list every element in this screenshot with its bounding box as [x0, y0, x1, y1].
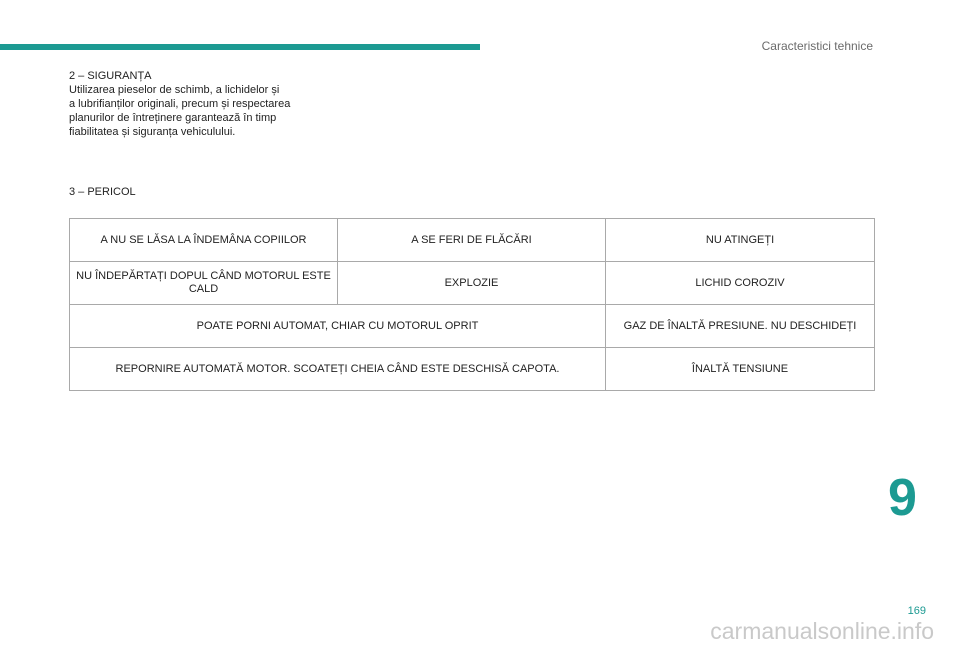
table-cell: NU ÎNDEPĂRTAȚI DOPUL CÂND MOTORUL ESTE CALD	[70, 262, 338, 305]
table-cell: A SE FERI DE FLĂCĂRI	[338, 219, 606, 262]
hazard-table	[69, 218, 875, 391]
table-cell: A NU SE LĂSA LA ÎNDEMÂNA COPIILOR	[70, 219, 338, 262]
header-accent-bar	[0, 44, 480, 50]
table-cell: EXPLOZIE	[338, 262, 606, 305]
safety-text-line: a lubrifianților originali, precum și respectarea	[69, 98, 291, 110]
table-cell: POATE PORNI AUTOMAT, CHIAR CU MOTORUL OPRIT	[70, 305, 606, 348]
table-row	[70, 305, 875, 348]
safety-heading: 2 – SIGURANȚA	[69, 70, 152, 82]
table-row	[70, 348, 875, 391]
table-cell: LICHID COROZIV	[606, 262, 875, 305]
table-cell: GAZ DE ÎNALTĂ PRESIUNE. NU DESCHIDEȚI	[606, 305, 875, 348]
safety-text-line: planurilor de întreținere garantează în timp	[69, 112, 277, 124]
section-title: Caracteristici tehnice	[761, 39, 873, 53]
safety-text-line: fiabilitatea și siguranța vehiculului.	[69, 126, 236, 138]
page-number: 169	[907, 605, 926, 617]
table-row	[70, 262, 875, 305]
table-cell: NU ATINGEȚI	[606, 219, 875, 262]
table-row	[70, 219, 875, 262]
chapter-number: 9	[888, 469, 917, 527]
table-cell: ÎNALTĂ TENSIUNE	[606, 348, 875, 391]
danger-heading: 3 – PERICOL	[69, 186, 136, 198]
safety-text-line: Utilizarea pieselor de schimb, a lichidelor și	[69, 84, 280, 96]
table-cell: REPORNIRE AUTOMATĂ MOTOR. SCOATEȚI CHEIA CÂND ESTE DESCHISĂ CAPOTA.	[70, 348, 606, 391]
safety-section	[69, 69, 339, 139]
watermark: carmanualsonline.info	[710, 618, 934, 644]
